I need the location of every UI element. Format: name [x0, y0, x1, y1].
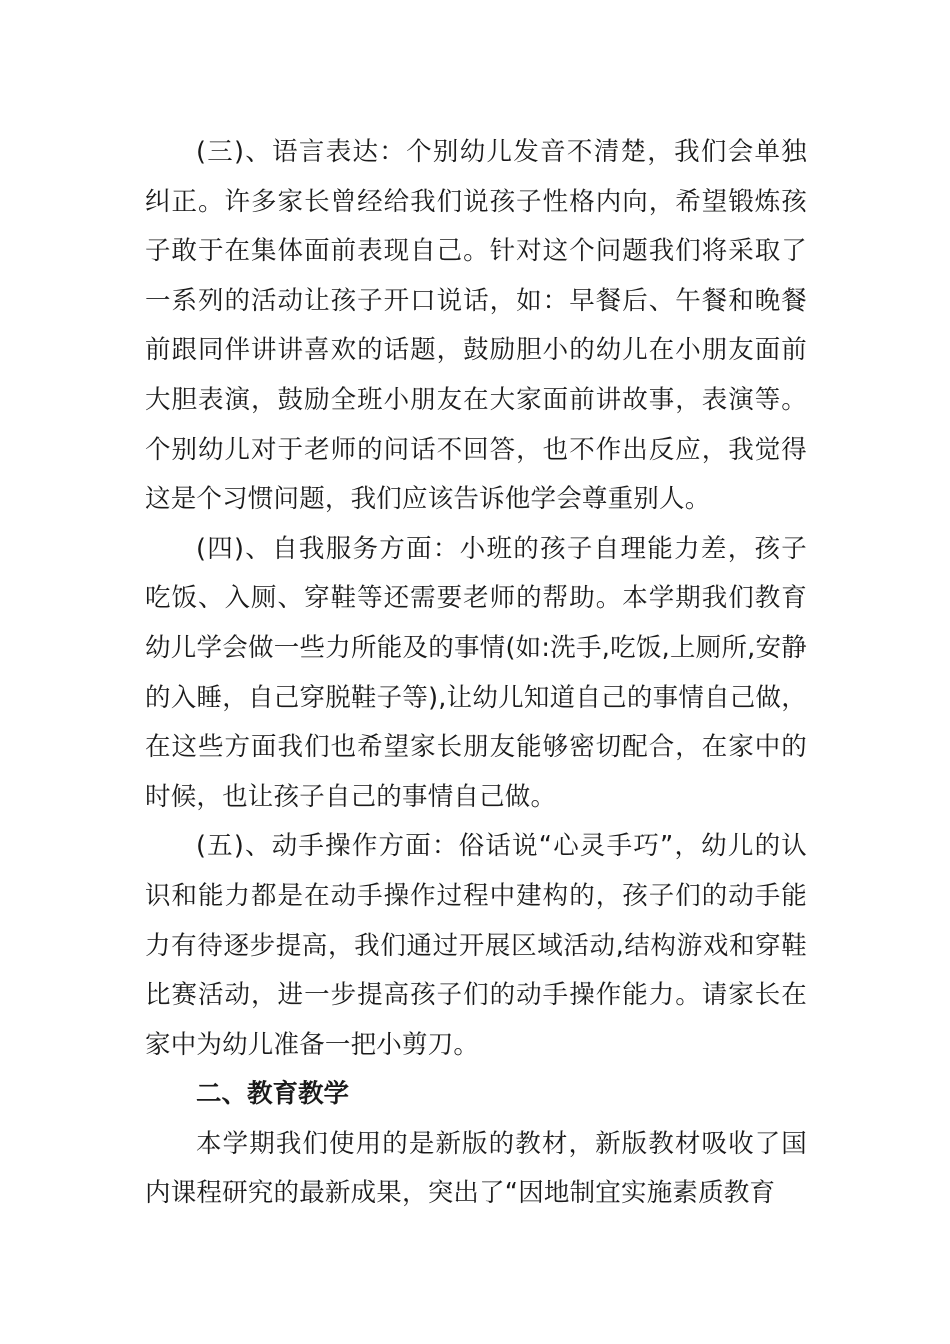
paragraph-hands-on-operation: (五)、动手操作方面：俗话说“心灵手巧”，幼儿的认识和能力都是在动手操作过程中建构的，孩子们的动手能力有待逐步提高，我们通过开展区域活动,结构游戏和穿鞋比赛活动，进一步提高孩子们的动手操作能力。请家长在家中为幼儿准备一把小剪刀。 — [145, 831, 807, 1060]
document-page — [145, 128, 807, 1219]
paragraph-language-expression: (三)、语言表达：个别幼儿发音不清楚，我们会单独纠正。许多家长曾经给我们说孩子性格内向，希望锻炼孩子敢于在集体面前表现自己。针对这个问题我们将采取了一系列的活动让孩子开口说话，如：早餐后、午餐和晚餐前跟同伴讲讲喜欢的话题，鼓励胆小的幼儿在小朋友面前大胆表演，鼓励全班小朋友在大家面前讲故事，表演等。个别幼儿对于老师的问话不回答，也不作出反应，我觉得这是个习惯问题，我们应该告诉他学会尊重别人。 — [145, 137, 807, 515]
paragraph-new-textbook: 本学期我们使用的是新版的教材，新版教材吸收了国内课程研究的最新成果，突出了“因地制宜实施素质教育 — [145, 1128, 807, 1209]
section-heading-education-teaching: 二、教育教学 — [196, 1079, 350, 1110]
paragraph-self-service: (四)、自我服务方面：小班的孩子自理能力差，孩子吃饭、入厕、穿鞋等还需要老师的帮助。本学期我们教育幼儿学会做一些力所能及的事情(如:洗手,吃饭,上厕所,安静的入睡，自己穿脱鞋子等),让幼儿知道自己的事情自己做，在这些方面我们也希望家长朋友能够密切配合，在家中的时候，也让孩子自己的事情自己做。 — [145, 533, 807, 812]
